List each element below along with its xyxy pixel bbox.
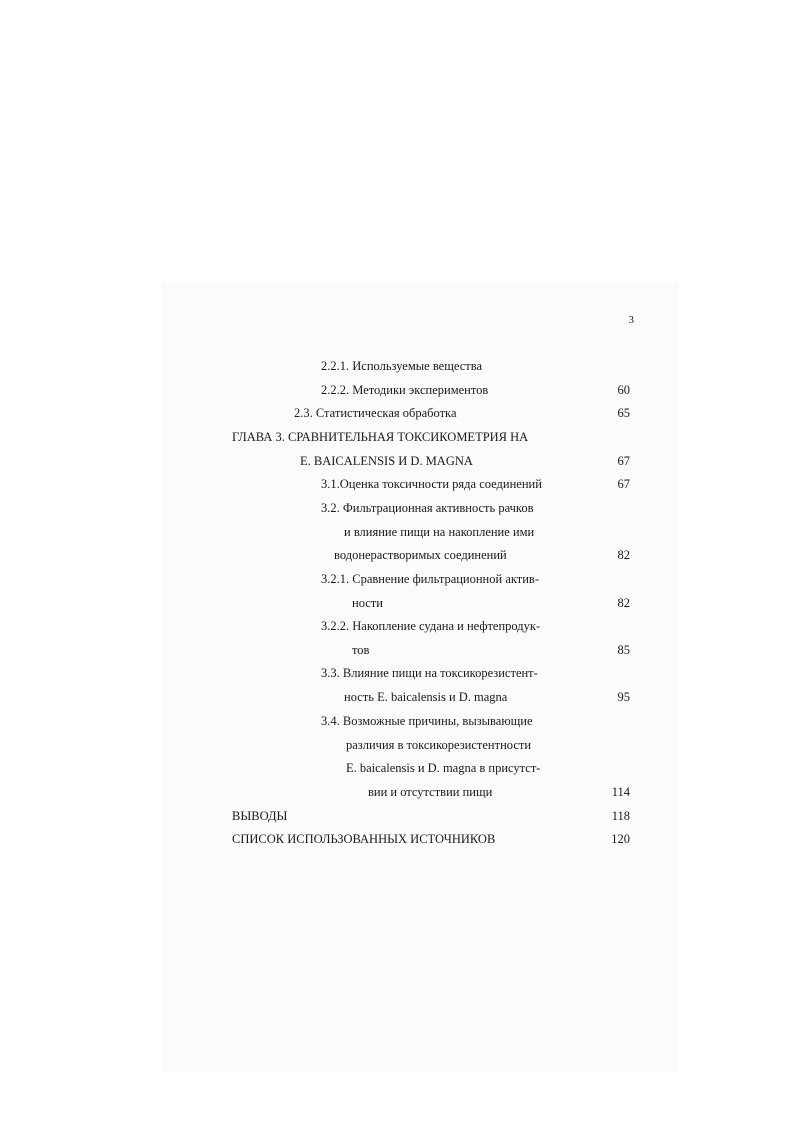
toc-entry-3-2-1-line-1: 3.2.1. Сравнение фильтрационной актив-	[321, 572, 539, 586]
toc-page-3-1: 67	[617, 477, 630, 491]
toc-entry-3-4-line-1: 3.4. Возможные причины, вызывающие	[321, 714, 533, 728]
toc-entry-3-2-1-line-2: ности	[352, 596, 383, 610]
toc-entry-conclusions: ВЫВОДЫ	[232, 809, 288, 823]
toc-page-2-3: 65	[617, 406, 630, 420]
toc-page-3-2-1: 82	[617, 596, 630, 610]
toc-entry-references: СПИСОК ИСПОЛЬЗОВАННЫХ ИСТОЧНИКОВ	[232, 832, 496, 846]
page-number: 3	[628, 314, 634, 326]
toc-entry-3-4-line-4: вии и отсутствии пищи	[368, 785, 493, 799]
toc-entry-3-4-line-2: различия в токсикорезистентности	[346, 738, 532, 752]
toc-page-chapter-3: 67	[617, 454, 630, 468]
toc-entry-3-2-2-line-2: тов	[352, 643, 370, 657]
toc-entry-3-2-line-1: 3.2. Фильтрационная активность рачков	[321, 501, 534, 515]
toc-page-3-2-2: 85	[617, 643, 630, 657]
toc-page-conclusions: 118	[611, 809, 630, 823]
toc-entry-3-3-line-1: 3.3. Влияние пищи на токсикорезистент-	[321, 666, 538, 680]
toc-entry-chapter-3-line-2: E. BAICALENSIS И D. MAGNA	[300, 454, 473, 468]
toc-entry-3-2-2-line-1: 3.2.2. Накопление судана и нефтепродук-	[321, 619, 541, 633]
toc-entry-chapter-3-line-1: ГЛАВА 3. СРАВНИТЕЛЬНАЯ ТОКСИКОМЕТРИЯ НА	[232, 430, 529, 444]
toc-page-2-2-2: 60	[617, 383, 630, 397]
toc-entry-2-2-2: 2.2.2. Методики экспериментов	[321, 383, 489, 397]
toc-entry-2-3: 2.3. Статистическая обработка	[294, 406, 457, 420]
toc-page-references: 120	[611, 832, 630, 846]
toc-entry-2-2-1: 2.2.1. Используемые вещества	[321, 359, 482, 373]
toc-entry-3-1: 3.1.Оценка токсичности ряда соединений	[321, 477, 542, 491]
toc-entry-3-4-line-3: E. baicalensis и D. magna в присутст-	[346, 761, 541, 775]
toc-page-3-3: 95	[617, 690, 630, 704]
toc-page-3-4: 114	[611, 785, 630, 799]
toc-entry-3-2-line-2: и влияние пищи на накопление ими	[344, 525, 535, 539]
toc-page-3-2: 82	[617, 548, 630, 562]
toc-entry-3-3-line-2: ность E. baicalensis и D. magna	[344, 690, 508, 704]
toc-entry-3-2-line-3: водонерастворимых соединений	[334, 548, 507, 562]
